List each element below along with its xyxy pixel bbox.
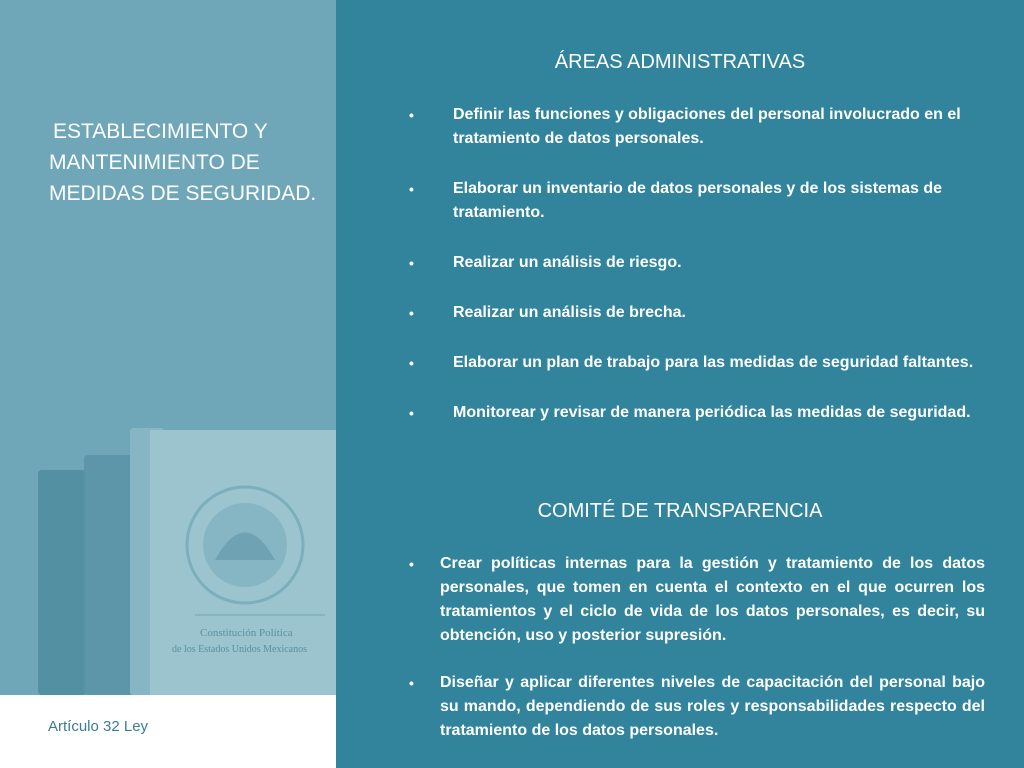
list-item: • Crear políticas internas para la gestión y tratamiento de los datos personales, que tomen en cuenta el contexto en el que ocurren los tratamientos y el ciclo de vida de los datos personales, es decir, su obtención, uso y posterior supresión. xyxy=(440,552,985,648)
bullet-icon: • xyxy=(409,107,414,123)
list-item: • Realizar un análisis de brecha. xyxy=(453,301,983,325)
page-title: ESTABLECIMIENTO Y MANTENIMIENTO DE MEDIDAS DE SEGURIDAD. xyxy=(49,120,317,205)
bullet-icon: • xyxy=(409,405,414,421)
list-item: • Monitorear y revisar de manera periódica las medidas de seguridad. xyxy=(453,401,983,425)
content-panel xyxy=(336,0,1024,768)
bullet-icon: • xyxy=(409,305,414,321)
constitution-books-image xyxy=(0,0,336,695)
bullet-icon: • xyxy=(409,355,414,371)
section-heading-comite: COMITÉ DE TRANSPARENCIA xyxy=(537,500,823,522)
footer-reference: Artículo 32 Ley xyxy=(48,718,149,735)
book-title-line-2: de los Estados Unidos Mexicanos xyxy=(172,644,307,655)
book-title-line-1: Constitución Política xyxy=(200,627,293,639)
list-item: • Definir las funciones y obligaciones del personal involucrado en el tratamiento de datos personales. xyxy=(453,103,983,151)
section-heading-areas: ÁREAS ADMINISTRATIVAS xyxy=(554,51,806,73)
bullet-icon: • xyxy=(409,255,414,271)
list-item: • Diseñar y aplicar diferentes niveles de capacitación del personal bajo su mando, dependiendo de sus roles y responsabilidades respecto del tratamiento de los datos personales. xyxy=(440,671,985,743)
list-item: • Realizar un análisis de riesgo. xyxy=(453,251,983,275)
bullet-icon: • xyxy=(409,556,414,572)
comite-list xyxy=(409,552,985,766)
bullet-icon: • xyxy=(409,181,414,197)
bullet-icon: • xyxy=(409,675,414,691)
list-item: • Elaborar un plan de trabajo para las medidas de seguridad faltantes. xyxy=(453,351,983,375)
areas-list xyxy=(409,103,983,451)
list-item: • Elaborar un inventario de datos personales y de los sistemas de tratamiento. xyxy=(453,177,983,225)
left-panel xyxy=(0,0,336,695)
